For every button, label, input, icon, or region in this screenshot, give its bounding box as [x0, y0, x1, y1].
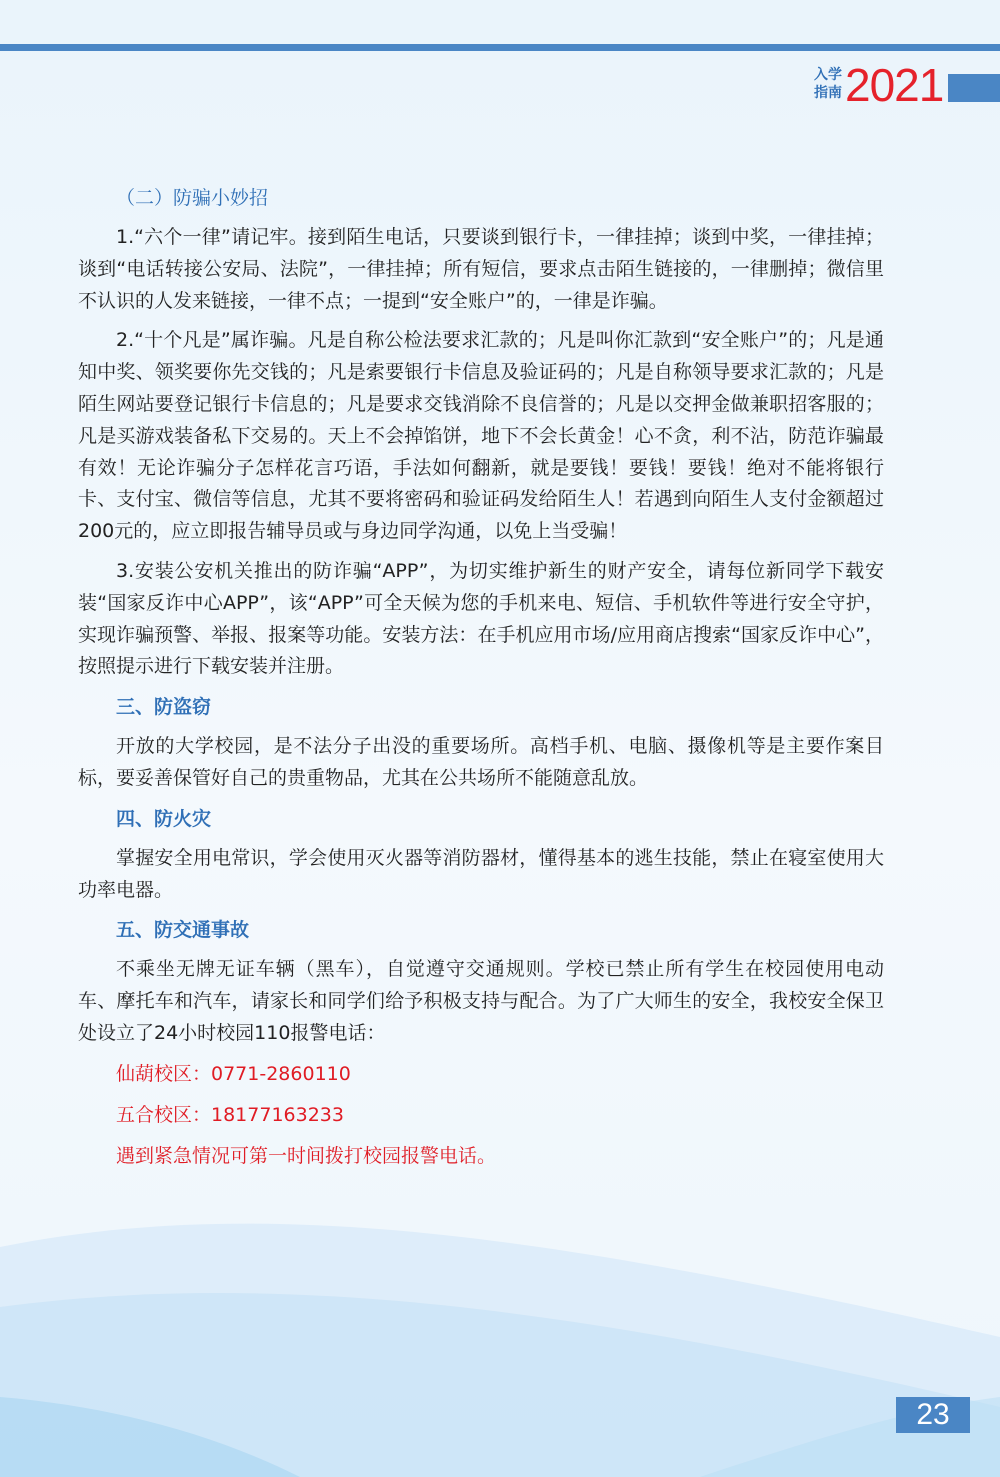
fire-paragraph: 掌握安全用电常识，学会使用灭火器等消防器材，懂得基本的逃生技能，禁止在寝室使用大功率电器。	[78, 846, 884, 901]
section-heading-traffic: 五、防交通事故	[116, 919, 250, 942]
emergency-phone-wuhe: 五合校区：18177163233	[116, 1103, 344, 1126]
header-accent-bar	[948, 74, 1000, 102]
traffic-paragraph: 不乘坐无牌无证车辆（黑车），自觉遵守交通规则。学校已禁止所有学生在校园使用电动车、摩托车和汽车，请家长和同学们给予积极支持与配合。为了广大师生的安全，我校安全保卫处设立了24小时校园110报警电话：	[78, 958, 884, 1044]
emergency-phone-xianhu: 仙葫校区：0771-2860110	[116, 1062, 351, 1085]
theft-paragraph: 开放的大学校园，是不法分子出没的重要场所。高档手机、电脑、摄像机等是主要作案目标，要妥善保管好自己的贵重物品，尤其在公共场所不能随意乱放。	[78, 735, 884, 789]
page-content	[78, 182, 884, 1181]
page-number: 23	[896, 1397, 970, 1433]
header-year: 2021	[845, 59, 944, 111]
section-heading-theft: 三、防盗窃	[116, 696, 212, 719]
anti-fraud-paragraph-2: 2.“十个凡是”属诈骗。凡是自称公检法要求汇款的；凡是叫你汇款到“安全账户”的；凡是通知中奖、领奖要你先交钱的；凡是索要银行卡信息及验证码的；凡是自称领导要求汇款的；凡是陌生网站要登记银行卡信息的；凡是要求交钱消除不良信誉的；凡是以交押金做兼职招客服的；凡是买游戏装备私下交易的。天上不会掉馅饼，地下不会长黄金！心不贪，利不沾，防范诈骗最有效！无论诈骗分子怎样花言巧语，手法如何翻新，就是要钱！要钱！要钱！绝对不能将银行卡、支付宝、微信等信息，尤其不要将密码和验证码发给陌生人！若遇到向陌生人支付金额超过200元的，应立即报告辅导员或与身边同学沟通，以免上当受骗！	[78, 329, 884, 543]
anti-fraud-paragraph-3: 3.安装公安机关推出的防诈骗“APP”，为切实维护新生的财产安全，请每位新同学下载安装“国家反诈中心APP”，该“APP”可全天候为您的手机来电、短信、手机软件等进行安全守护，实现诈骗预警、举报、报案等功能。安装方法：在手机应用市场/应用商店搜索“国家反诈中心”，按照提示进行下载安装并注册。	[78, 559, 884, 678]
section-heading-fire: 四、防火灾	[116, 807, 212, 830]
top-rule	[0, 44, 1000, 51]
emergency-note: 遇到紧急情况可第一时间拨打校园报警电话。	[116, 1144, 497, 1167]
section-heading-anti-fraud-tips: （二）防骗小妙招	[116, 187, 269, 209]
anti-fraud-paragraph-1: 1.“六个一律”请记牢。接到陌生电话，只要谈到银行卡，一律挂掉；谈到中奖，一律挂掉；谈到“电话转接公安局、法院”，一律挂掉；所有短信，要求点击陌生链接的，一律删掉；微信里不认识的人发来链接，一律不点；一提到“安全账户”的，一律是诈骗。	[78, 226, 884, 312]
header-label: 入学指南	[814, 67, 842, 101]
